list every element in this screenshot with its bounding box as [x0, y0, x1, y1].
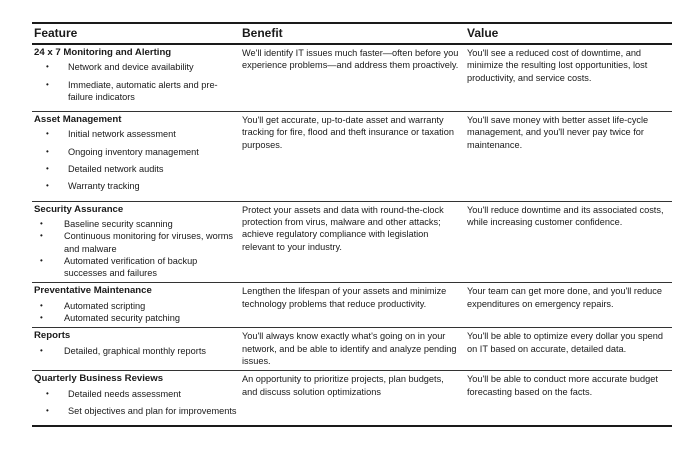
header-value: Value	[465, 23, 672, 44]
feature-cell	[32, 44, 240, 112]
feature-items	[34, 300, 238, 325]
feature-cell	[32, 112, 240, 201]
table-row	[32, 201, 672, 283]
feature-title: Security Assurance	[34, 203, 124, 215]
benefit-cell: An opportunity to prioritize projects, plan budgets, and discuss solution optimizations	[240, 371, 465, 426]
feature-title: Reports	[34, 330, 71, 342]
value-cell: You'll be able to optimize every dollar you spend on IT based on accurate, detailed data.	[465, 328, 672, 371]
list-item: • Baseline security scanning	[34, 218, 238, 230]
list-item: • Initial network assessment	[34, 128, 238, 140]
feature-title: Quarterly Business Reviews	[34, 373, 164, 385]
feature-items	[34, 128, 238, 192]
benefit-cell: You'll always know exactly what's going on in your network, and be able to identify and analyze pending issues.	[240, 328, 465, 371]
features-table-container	[32, 22, 672, 427]
table-row	[32, 112, 672, 201]
list-item: • Immediate, automatic alerts and pre-failure indicators	[34, 79, 238, 104]
list-item: • Automated verification of backup successes and failures	[34, 255, 238, 280]
header-benefit: Benefit	[240, 23, 465, 44]
list-item: • Continuous monitoring for viruses, worms and malware	[34, 230, 238, 255]
table-row	[32, 283, 672, 328]
list-item: • Set objectives and plan for improvements	[34, 405, 238, 417]
list-item: • Detailed, graphical monthly reports	[34, 345, 238, 357]
list-item: • Network and device availability	[34, 61, 238, 73]
value-cell: You'll see a reduced cost of downtime, and minimize the resulting lost opportunities, lost productivity, and service costs.	[465, 44, 672, 112]
benefit-cell: Protect your assets and data with round-the-clock protection from virus, malware and other attacks; achieve regulatory compliance with legislation relevant to your industry.	[240, 201, 465, 283]
list-item: • Ongoing inventory management	[34, 146, 238, 158]
benefit-cell: Lengthen the lifespan of your assets and minimize technology problems that reduce productivity.	[240, 283, 465, 328]
feature-items	[34, 61, 238, 103]
list-item: • Detailed needs assessment	[34, 388, 238, 400]
list-item: • Warranty tracking	[34, 180, 238, 192]
table-row	[32, 371, 672, 426]
feature-items	[34, 345, 238, 357]
value-cell: Your team can get more done, and you'll reduce expenditures on emergency repairs.	[465, 283, 672, 328]
value-cell: You'll save money with better asset life-cycle management, and you'll never pay twice for maintenance.	[465, 112, 672, 201]
feature-title: Asset Management	[34, 114, 122, 126]
table-row	[32, 328, 672, 371]
header-row	[32, 23, 672, 44]
list-item: • Automated security patching	[34, 312, 238, 324]
benefit-cell: You'll get accurate, up-to-date asset and warranty tracking for fire, flood and theft insurance or taxation purposes.	[240, 112, 465, 201]
feature-cell	[32, 371, 240, 426]
benefit-cell: We'll identify IT issues much faster—often before you experience problems—and address them proactively.	[240, 44, 465, 112]
feature-cell	[32, 283, 240, 328]
feature-cell	[32, 201, 240, 283]
header-feature: Feature	[32, 23, 240, 44]
feature-items	[34, 218, 238, 279]
feature-title: Preventative Maintenance	[34, 285, 152, 297]
value-cell: You'll be able to conduct more accurate budget forecasting based on the facts.	[465, 371, 672, 426]
table-row	[32, 44, 672, 112]
list-item: • Detailed network audits	[34, 163, 238, 175]
value-cell: You'll reduce downtime and its associated costs, while increasing customer confidence.	[465, 201, 672, 283]
feature-items	[34, 388, 238, 418]
feature-cell	[32, 328, 240, 371]
features-table	[32, 22, 672, 427]
list-item: • Automated scripting	[34, 300, 238, 312]
feature-title: 24 x 7 Monitoring and Alerting	[34, 47, 172, 58]
